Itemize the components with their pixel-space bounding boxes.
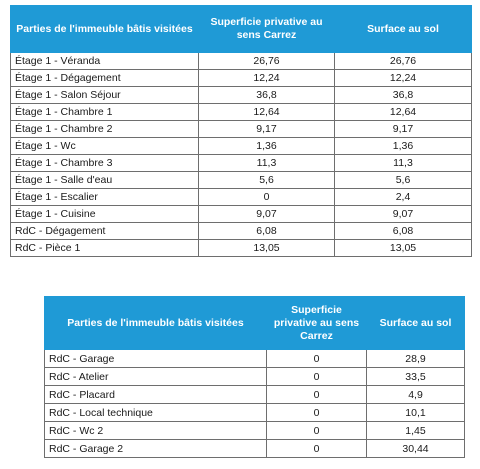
floor-area-value: 30,44	[367, 440, 465, 458]
room-name: RdC - Placard	[45, 386, 267, 404]
carrez-value: 0	[267, 386, 367, 404]
table-row	[45, 350, 465, 368]
surface-table-etage-1	[10, 5, 472, 257]
floor-area-value: 33,5	[367, 368, 465, 386]
room-name: RdC - Pièce 1	[11, 240, 199, 257]
floor-area-value: 9,17	[335, 121, 472, 138]
room-name: RdC - Wc 2	[45, 422, 267, 440]
carrez-value: 0	[267, 440, 367, 458]
room-name: Étage 1 - Chambre 2	[11, 121, 199, 138]
surface-table-rdc	[44, 296, 465, 458]
room-name: Étage 1 - Chambre 3	[11, 155, 199, 172]
table-header-row	[45, 297, 465, 350]
table-row	[11, 53, 472, 70]
floor-area-value: 9,07	[335, 206, 472, 223]
table-row	[11, 206, 472, 223]
table-row	[11, 87, 472, 104]
room-name: RdC - Garage 2	[45, 440, 267, 458]
floor-area-value: 2,4	[335, 189, 472, 206]
table-row	[11, 70, 472, 87]
table-row	[11, 172, 472, 189]
carrez-value: 12,64	[199, 104, 335, 121]
carrez-value: 0	[267, 404, 367, 422]
floor-area-value: 28,9	[367, 350, 465, 368]
table-row	[11, 223, 472, 240]
header-surface-au-sol: Surface au sol	[335, 6, 472, 53]
floor-area-value: 12,64	[335, 104, 472, 121]
room-name: Étage 1 - Salle d'eau	[11, 172, 199, 189]
table-header-row	[11, 6, 472, 53]
floor-area-value: 13,05	[335, 240, 472, 257]
table-row	[11, 240, 472, 257]
table-row	[11, 138, 472, 155]
room-name: Étage 1 - Dégagement	[11, 70, 199, 87]
floor-area-value: 6,08	[335, 223, 472, 240]
floor-area-value: 36,8	[335, 87, 472, 104]
floor-area-value: 4,9	[367, 386, 465, 404]
floor-area-value: 5,6	[335, 172, 472, 189]
floor-area-value: 12,24	[335, 70, 472, 87]
floor-area-value: 26,76	[335, 53, 472, 70]
room-name: Étage 1 - Wc	[11, 138, 199, 155]
carrez-value: 0	[267, 422, 367, 440]
table-row	[45, 440, 465, 458]
table-row	[45, 404, 465, 422]
floor-area-value: 1,45	[367, 422, 465, 440]
table-row	[11, 155, 472, 172]
table-row	[11, 121, 472, 138]
room-name: Étage 1 - Escalier	[11, 189, 199, 206]
table-row	[45, 422, 465, 440]
carrez-value: 0	[199, 189, 335, 206]
carrez-value: 9,17	[199, 121, 335, 138]
floor-area-value: 10,1	[367, 404, 465, 422]
carrez-value: 36,8	[199, 87, 335, 104]
header-superficie-carrez: Superficie privative au sens Carrez	[199, 6, 335, 53]
table-row	[11, 104, 472, 121]
carrez-value: 12,24	[199, 70, 335, 87]
room-name: Étage 1 - Salon Séjour	[11, 87, 199, 104]
table-row	[45, 386, 465, 404]
room-name: RdC - Garage	[45, 350, 267, 368]
room-name: RdC - Local technique	[45, 404, 267, 422]
room-name: Étage 1 - Cuisine	[11, 206, 199, 223]
carrez-value: 26,76	[199, 53, 335, 70]
room-name: Étage 1 - Chambre 1	[11, 104, 199, 121]
carrez-value: 11,3	[199, 155, 335, 172]
carrez-value: 13,05	[199, 240, 335, 257]
header-surface-au-sol: Surface au sol	[367, 297, 465, 350]
floor-area-value: 11,3	[335, 155, 472, 172]
header-parties: Parties de l'immeuble bâtis visitées	[45, 297, 267, 350]
carrez-value: 9,07	[199, 206, 335, 223]
carrez-value: 1,36	[199, 138, 335, 155]
room-name: Étage 1 - Véranda	[11, 53, 199, 70]
room-name: RdC - Atelier	[45, 368, 267, 386]
room-name: RdC - Dégagement	[11, 223, 199, 240]
carrez-value: 0	[267, 368, 367, 386]
table-row	[45, 368, 465, 386]
header-superficie-carrez: Superficie privative au sens Carrez	[267, 297, 367, 350]
carrez-value: 5,6	[199, 172, 335, 189]
table-row	[11, 189, 472, 206]
carrez-value: 6,08	[199, 223, 335, 240]
carrez-value: 0	[267, 350, 367, 368]
header-parties: Parties de l'immeuble bâtis visitées	[11, 6, 199, 53]
floor-area-value: 1,36	[335, 138, 472, 155]
